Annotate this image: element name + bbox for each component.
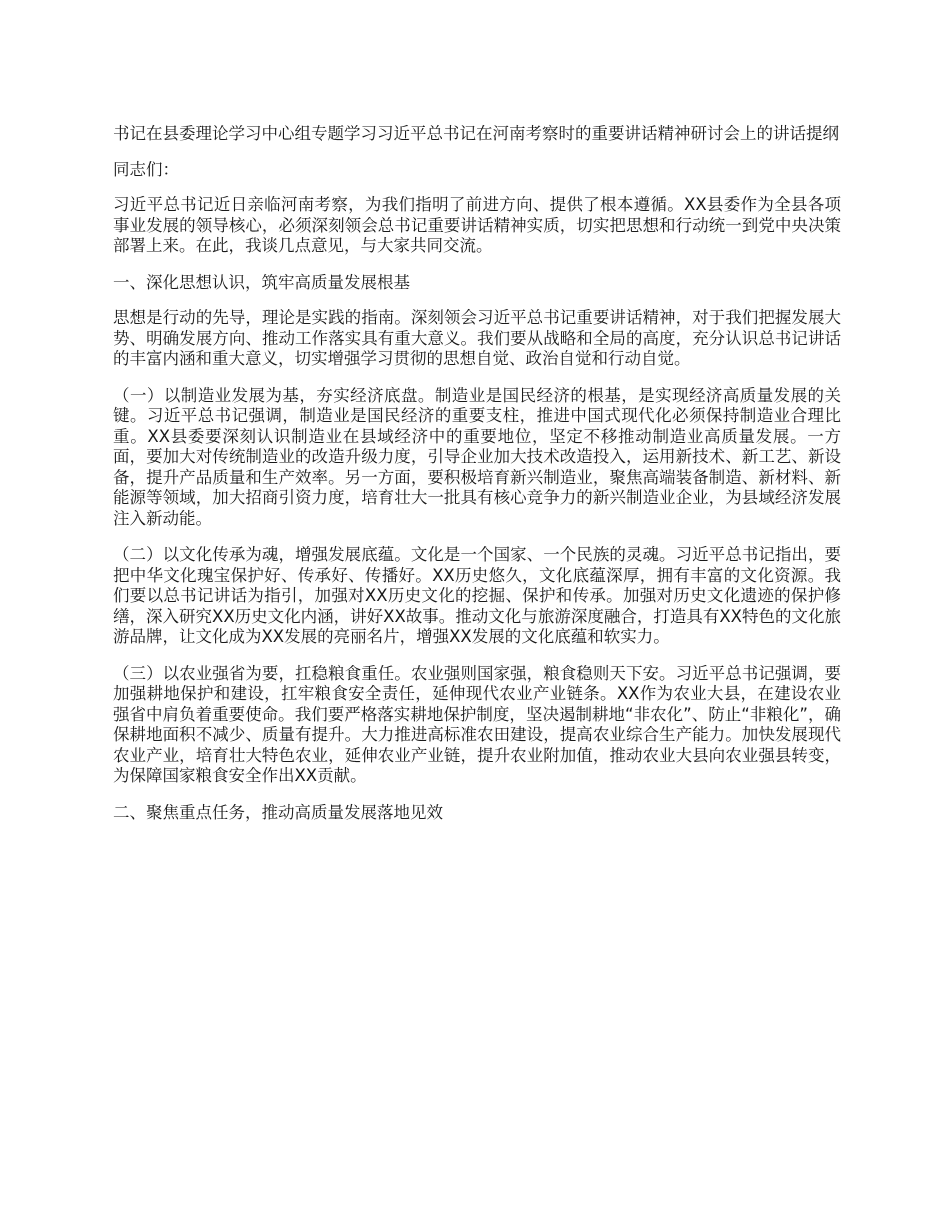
point-2-paragraph: （二）以文化传承为魂，增强发展底蕴。文化是一个国家、一个民族的灵魂。习近平总书记指出，要把中华文化瑰宝保护好、传承好、传播好。XX历史悠久，文化底蕴深厚，拥有丰富的文化资源。我们要以总书记讲话为指引，加强对XX历史文化的挖掘、保护和传承。加强对历史文化遗迹的保护修缮，深入研究XX历史文化内涵，讲好XX故事。推动文化与旅游深度融合，打造具有XX特色的文化旅游品牌，让文化成为XX发展的亮丽名片，增强XX发展的文化底蕴和软实力。 (113, 545, 841, 646)
salutation: 同志们： (113, 159, 179, 179)
document-body (113, 124, 841, 838)
section-2-heading: 二、聚焦重点任务，推动高质量发展落地见效 (113, 802, 443, 822)
point-1-paragraph: （一）以制造业发展为基，夯实经济底盘。制造业是国民经济的根基，是实现经济高质量发展的关键。习近平总书记强调，制造业是国民经济的重要支柱，推进中国式现代化必须保持制造业合理比重。XX县委要深刻认识制造业在县域经济中的重要地位，坚定不移推动制造业高质量发展。一方面，要加大对传统制造业的改造升级力度，引导企业加大技术改造投入，运用新技术、新工艺、新设备，提升产品质量和生产效率。另一方面，要积极培育新兴制造业，聚焦高端装备制造、新材料、新能源等领域，加大招商引资力度，培育壮大一批具有核心竞争力的新兴制造业企业，为县域经济发展注入新动能。 (113, 385, 841, 528)
section-1-heading: 一、深化思想认识，筑牢高质量发展根基 (113, 272, 410, 292)
section-1-intro-paragraph: 思想是行动的先导，理论是实践的指南。深刻领会习近平总书记重要讲话精神，对于我们把握发展大势、明确发展方向、推动工作落实具有重大意义。我们要从战略和全局的高度，充分认识总书记讲话的丰富内涵和重大意义，切实增强学习贯彻的思想自觉、政治自觉和行动自觉。 (113, 308, 841, 368)
point-3-paragraph: （三）以农业强省为要，扛稳粮食重任。农业强则国家强，粮食稳则天下安。习近平总书记强调，要加强耕地保护和建设，扛牢粮食安全责任，延伸现代农业产业链条。XX作为农业大县，在建设农业强省中肩负着重要使命。我们要严格落实耕地保护制度，坚决遏制耕地“非农化”、防止“非粮化”，确保耕地面积不减少、质量有提升。大力推进高标准农田建设，提高农业综合生产能力。加快发展现代农业产业，培育壮大特色农业，延伸农业产业链，提升农业附加值，推动农业大县向农业强县转变，为保障国家粮食安全作出XX贡献。 (113, 663, 841, 785)
intro-paragraph: 习近平总书记近日亲临河南考察，为我们指明了前进方向、提供了根本遵循。XX县委作为全县各项事业发展的领导核心，必须深刻领会总书记重要讲话精神实质，切实把思想和行动统一到党中央决策部署上来。在此，我谈几点意见，与大家共同交流。 (113, 195, 841, 255)
document-title: 书记在县委理论学习中心组专题学习习近平总书记在河南考察时的重要讲话精神研讨会上的讲话提纲 (113, 124, 839, 143)
